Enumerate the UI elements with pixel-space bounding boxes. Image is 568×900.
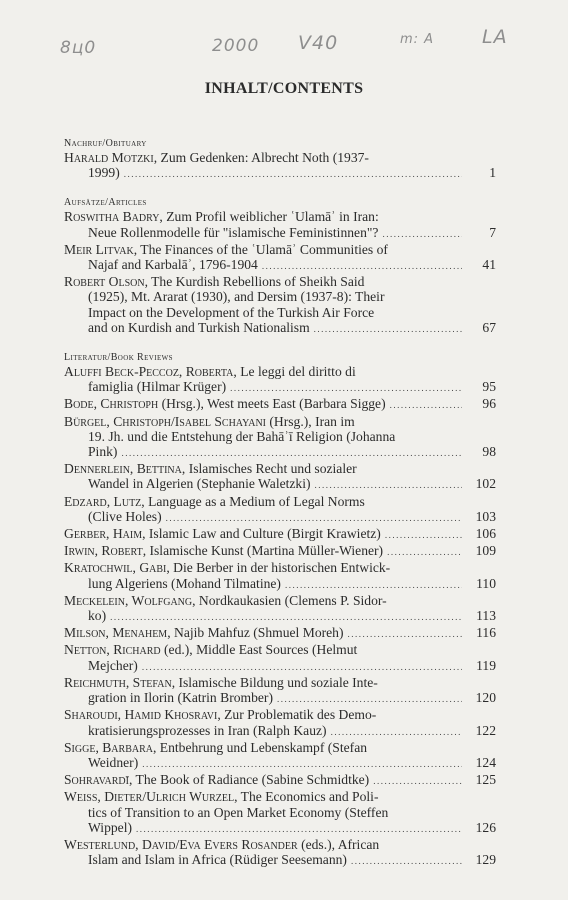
entry-author: Gerber, Haim bbox=[64, 526, 143, 542]
entry-author: Meckelein, Wolfgang bbox=[64, 592, 193, 608]
entry-first-line: Robert Olson, The Kurdish Rebellions of Sheikh Said bbox=[64, 274, 365, 290]
entry-last-line bbox=[64, 658, 496, 675]
toc-entry bbox=[64, 740, 496, 772]
entry-last-line bbox=[64, 396, 496, 413]
entry-text: Mejcher) bbox=[88, 657, 138, 673]
page-number: 126 bbox=[475, 819, 496, 835]
entry-text: Wippel) bbox=[88, 819, 132, 835]
entry-last-line bbox=[64, 225, 496, 242]
entry-text: Wandel in Algerien (Stephanie Waletzki) bbox=[88, 476, 311, 492]
entry-last-line bbox=[64, 320, 496, 337]
toc-entry bbox=[64, 209, 496, 241]
page-number: 1 bbox=[489, 165, 496, 181]
entry-author: Kratochwil, Gabi bbox=[64, 560, 167, 576]
toc-entry bbox=[64, 414, 496, 462]
toc-entry bbox=[64, 364, 496, 396]
dot-leader bbox=[121, 446, 462, 461]
entry-first-line: Kratochwil, Gabi, Die Berber in der historischen Entwick- bbox=[64, 560, 391, 576]
entry-author: Harald Motzki bbox=[64, 150, 154, 165]
entry-author: Bode, Christoph bbox=[64, 396, 159, 412]
entry-author: Westerlund, David/Eva Evers Rosander bbox=[64, 836, 298, 852]
entry-first-line: Edzard, Lutz, Language as a Medium of Legal Norms bbox=[64, 493, 365, 509]
toc-entry bbox=[64, 461, 496, 493]
entry-author: Edzard, Lutz bbox=[64, 493, 142, 509]
entry-continuation-line: (1925), Mt. Ararat (1930), and Dersim (1937-8): Their bbox=[88, 289, 385, 305]
entry-last-line bbox=[64, 526, 496, 543]
table-of-contents bbox=[64, 137, 496, 869]
dot-leader bbox=[136, 822, 462, 837]
toc-entry bbox=[64, 675, 496, 707]
dot-leader bbox=[110, 610, 462, 625]
dot-leader bbox=[387, 545, 462, 560]
entry-last-line bbox=[64, 625, 496, 642]
entry-first-line: Roswitha Badry, Zum Profil weiblicher ʿUlamāʾ in Iran: bbox=[64, 209, 379, 225]
dot-leader bbox=[373, 774, 462, 789]
dot-leader bbox=[230, 381, 462, 396]
toc-entry bbox=[64, 789, 496, 837]
dot-leader bbox=[331, 725, 462, 740]
page-number: 95 bbox=[482, 379, 496, 395]
page-number: 41 bbox=[482, 257, 496, 273]
dot-leader bbox=[277, 692, 462, 707]
toc-entry bbox=[64, 837, 496, 869]
entry-last-line bbox=[64, 379, 496, 396]
toc-entry bbox=[64, 274, 496, 337]
entry-last-line bbox=[64, 852, 496, 869]
toc-entry bbox=[64, 526, 496, 543]
page-number: 109 bbox=[475, 543, 496, 559]
entry-text: 1999) bbox=[88, 165, 120, 181]
entry-text: Bode, Christoph (Hrsg.), West meets East (Barbara Sigge) bbox=[64, 396, 386, 412]
entry-last-line bbox=[64, 576, 496, 593]
entry-first-line: Weiss, Dieter/Ulrich Wurzel, The Economics and Poli- bbox=[64, 789, 379, 805]
entry-author: Bürgel, Christoph/Isabel Schayani bbox=[64, 413, 266, 429]
entry-last-line bbox=[64, 165, 496, 182]
entry-first-line: Harald Motzki, Zum Gedenken: Albrecht Noth (1937- bbox=[64, 150, 369, 165]
entry-author: Dennerlein, Bettina bbox=[64, 461, 182, 477]
entry-text: lung Algeriens (Mohand Tilmatine) bbox=[88, 575, 281, 591]
toc-entry bbox=[64, 772, 496, 789]
toc-entry bbox=[64, 593, 496, 625]
section-heading: Aufsätze/Articles bbox=[64, 197, 147, 209]
page-title: INHALT/CONTENTS bbox=[204, 80, 364, 97]
entry-last-line bbox=[64, 772, 496, 789]
entry-last-line bbox=[64, 723, 496, 740]
entry-last-line bbox=[64, 543, 496, 560]
toc-entry bbox=[64, 494, 496, 526]
page-number: 116 bbox=[476, 625, 496, 641]
entry-first-line: Sigge, Barbara, Entbehrung und Lebenskampf (Stefan bbox=[64, 739, 368, 755]
toc-entry bbox=[64, 150, 496, 182]
entry-author: Milson, Menahem bbox=[64, 625, 168, 641]
page-number: 110 bbox=[476, 575, 496, 591]
entry-first-line: Bürgel, Christoph/Isabel Schayani (Hrsg.), Iran im bbox=[64, 413, 355, 429]
entry-text: and on Kurdish and Turkish Nationalism bbox=[88, 319, 310, 335]
page-number: 119 bbox=[476, 657, 496, 673]
page-number: 113 bbox=[476, 608, 496, 624]
entry-continuation-line: tics of Transition to an Open Market Economy (Steffen bbox=[88, 804, 389, 820]
entry-author: Reichmuth, Stefan bbox=[64, 674, 172, 690]
page-number: 103 bbox=[475, 508, 496, 524]
entry-text: (Clive Holes) bbox=[88, 508, 162, 524]
entry-last-line bbox=[64, 257, 496, 274]
dot-leader bbox=[166, 511, 462, 526]
entry-author: Netton, Richard bbox=[64, 642, 161, 658]
toc-entry bbox=[64, 543, 496, 560]
entry-author: Sigge, Barbara bbox=[64, 739, 153, 755]
pencil-note: 8ц0 bbox=[60, 38, 97, 58]
dot-leader bbox=[142, 757, 462, 772]
entry-text: kratisierungsprozesses in Iran (Ralph Kauz) bbox=[88, 722, 327, 738]
pencil-note: 2000 bbox=[212, 36, 260, 56]
entry-text: Islam and Islam in Africa (Rüdiger Seesemann) bbox=[88, 852, 347, 868]
entry-author: Robert Olson bbox=[64, 274, 145, 290]
dot-leader bbox=[351, 854, 462, 869]
entry-author: Weiss, Dieter/Ulrich Wurzel bbox=[64, 789, 235, 805]
page-number: 120 bbox=[475, 690, 496, 706]
page-number: 129 bbox=[475, 852, 496, 868]
entry-text: Najaf and Karbalāʾ, 1796-1904 bbox=[88, 257, 258, 273]
toc-entry bbox=[64, 560, 496, 592]
entry-first-line: Meckelein, Wolfgang, Nordkaukasien (Clemens P. Sidor- bbox=[64, 592, 387, 608]
entry-text: Neue Rollenmodelle für "islamische Feministinnen"? bbox=[88, 224, 379, 240]
entry-author: Meir Litvak bbox=[64, 241, 134, 257]
entry-first-line: Westerlund, David/Eva Evers Rosander (eds.), African bbox=[64, 836, 380, 852]
entry-text: Milson, Menahem, Najib Mahfuz (Shmuel Moreh) bbox=[64, 625, 344, 641]
pencil-note: m: A bbox=[400, 32, 435, 47]
toc-entry bbox=[64, 707, 496, 739]
dot-leader bbox=[262, 259, 462, 274]
page-number: 106 bbox=[475, 526, 496, 542]
entry-text: Sohravardī, The Book of Radiance (Sabine Schmidtke) bbox=[64, 772, 370, 788]
toc-entry bbox=[64, 642, 496, 674]
dot-leader bbox=[142, 660, 462, 675]
pencil-note: V40 bbox=[298, 32, 339, 54]
page-number: 98 bbox=[482, 444, 496, 460]
dot-leader bbox=[315, 478, 462, 493]
page-number: 122 bbox=[475, 722, 496, 738]
entry-text: ko) bbox=[88, 608, 107, 624]
dot-leader bbox=[385, 528, 462, 543]
dot-leader bbox=[382, 227, 462, 242]
dot-leader bbox=[348, 627, 462, 642]
dot-leader bbox=[124, 167, 462, 182]
entry-last-line bbox=[64, 476, 496, 493]
entry-author: Sharoudi, Hamid Khosravi bbox=[64, 707, 218, 723]
entry-last-line bbox=[64, 509, 496, 526]
entry-last-line bbox=[64, 755, 496, 772]
entry-author: Sohravardī bbox=[64, 772, 129, 788]
page-number: 67 bbox=[482, 319, 496, 335]
entry-first-line: Sharoudi, Hamid Khosravi, Zur Problematik des Demo- bbox=[64, 707, 377, 723]
dot-leader bbox=[390, 398, 462, 413]
entry-text: famiglia (Hilmar Krüger) bbox=[88, 379, 227, 395]
entry-first-line: Netton, Richard (ed.), Middle East Sources (Helmut bbox=[64, 642, 358, 658]
toc-entry bbox=[64, 242, 496, 274]
entry-last-line bbox=[64, 444, 496, 461]
entry-text: Irwin, Robert, Islamische Kunst (Martina Müller-Wiener) bbox=[64, 543, 384, 559]
entry-continuation-line: Impact on the Development of the Turkish Air Force bbox=[88, 304, 375, 320]
entry-first-line: Reichmuth, Stefan, Islamische Bildung und soziale Inte- bbox=[64, 674, 378, 690]
entry-last-line bbox=[64, 608, 496, 625]
entry-first-line: Meir Litvak, The Finances of the ʿUlamāʾ Communities of bbox=[64, 241, 388, 257]
entry-last-line bbox=[64, 690, 496, 707]
entry-text: Gerber, Haim, Islamic Law and Culture (Birgit Krawietz) bbox=[64, 526, 381, 542]
toc-entry bbox=[64, 396, 496, 413]
pencil-note: LA bbox=[482, 26, 508, 48]
page-number: 96 bbox=[482, 396, 496, 412]
entry-last-line bbox=[64, 820, 496, 837]
dot-leader bbox=[314, 322, 462, 337]
entry-first-line: Dennerlein, Bettina, Islamisches Recht und sozialer bbox=[64, 461, 357, 477]
entry-text: Weidner) bbox=[88, 754, 139, 770]
entry-continuation-line: 19. Jh. und die Entstehung der Bahāʾī Religion (Johanna bbox=[88, 428, 396, 444]
toc-entry bbox=[64, 625, 496, 642]
entry-text: Pink) bbox=[88, 444, 118, 460]
section-heading: Literatur/Book Reviews bbox=[64, 352, 173, 364]
page-number: 124 bbox=[475, 754, 496, 770]
entry-author: Roswitha Badry bbox=[64, 209, 160, 225]
dot-leader bbox=[285, 578, 462, 593]
entry-author: Aluffi Beck-Peccoz, Roberta bbox=[64, 364, 234, 380]
page-number: 102 bbox=[475, 476, 496, 492]
page-number: 7 bbox=[489, 224, 496, 240]
entry-text: gration in Ilorin (Katrin Bromber) bbox=[88, 690, 273, 706]
section-heading: Nachruf/Obituary bbox=[64, 138, 147, 149]
page-number: 125 bbox=[475, 772, 496, 788]
entry-first-line: Aluffi Beck-Peccoz, Roberta, Le leggi del diritto di bbox=[64, 364, 356, 380]
entry-author: Irwin, Robert bbox=[64, 543, 143, 559]
